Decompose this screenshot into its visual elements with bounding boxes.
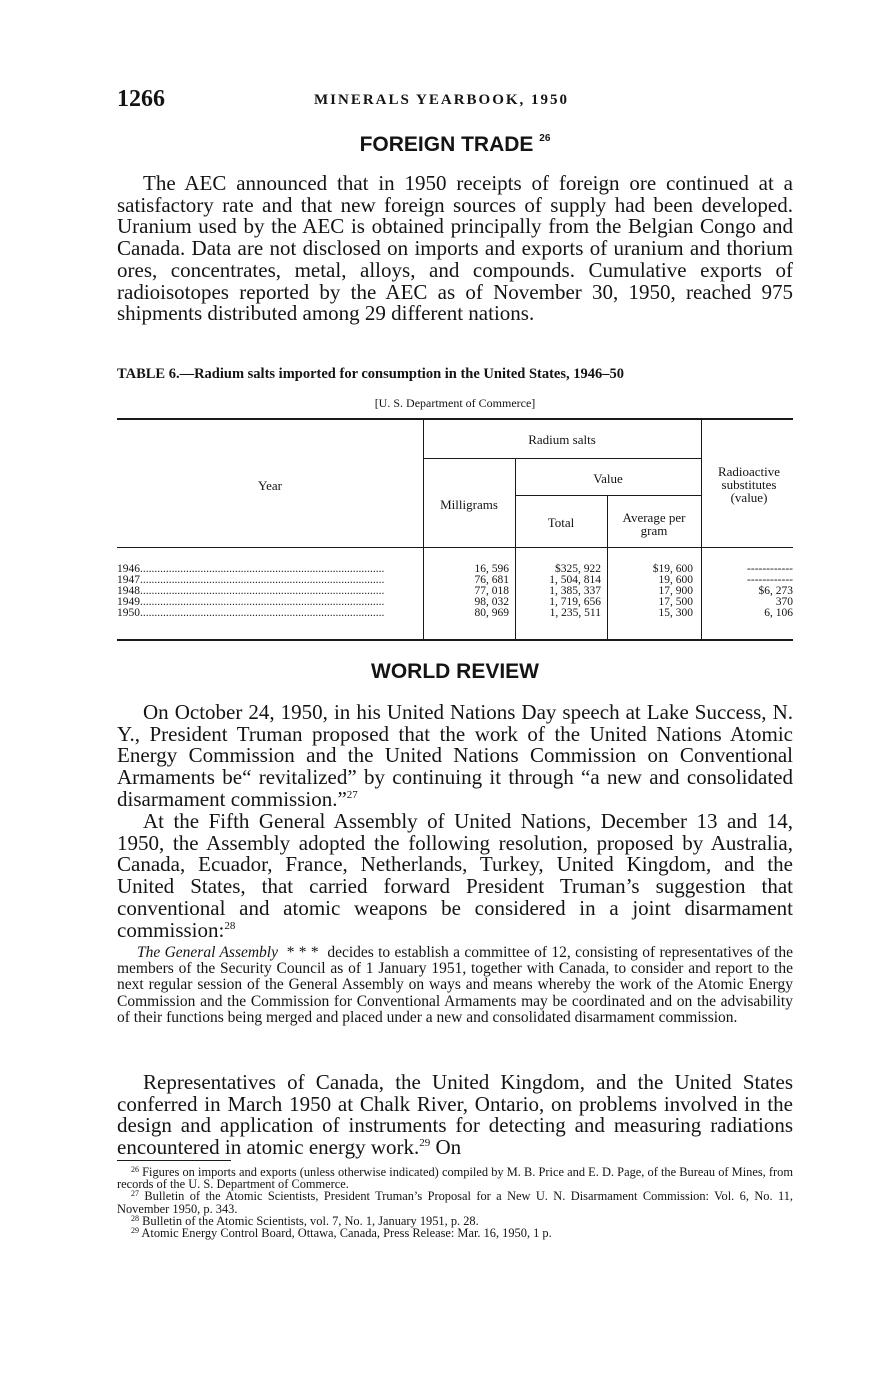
- quote-lead: The General Assembly: [137, 944, 278, 961]
- year-cell: 1949: [117, 597, 140, 608]
- radium-table: [117, 418, 793, 644]
- average-value-cell: 19, 600: [658, 574, 693, 586]
- footnote-number: 28: [131, 1213, 139, 1223]
- footnote-number: 26: [131, 1165, 139, 1174]
- table-row: 1948.....................................................................................: [117, 586, 385, 597]
- footnote-29: [117, 1227, 793, 1239]
- footnote-text: Bulletin of the Atomic Scientists, President Truman’s Proposal for a New U. N. Disarmament Commission: Vol. 6, No. 11, November 1950, p. 343.: [117, 1189, 793, 1216]
- ellipsis-stars: * * *: [286, 944, 319, 961]
- table-bottom-rule: [117, 639, 793, 641]
- total-value-cell: 1, 385, 337: [549, 585, 601, 597]
- milligrams-cell: 80, 969: [474, 607, 509, 619]
- page-header: [117, 86, 793, 116]
- paragraph-text: At the Fifth General Assembly of United Nations, December 13 and 14, 1950, the Assembly adopted the following resolution, proposed by Australia, Canada, Ecuador, France, Netherlands, Turkey, United Kingdom, and the United States, that carried forward President Truman’s suggestion that conventional and atomic weapons be considered in a joint disarmament commission:: [117, 809, 793, 942]
- resolution-quote: [117, 945, 793, 1026]
- table-row: 1947.....................................................................................: [117, 575, 385, 586]
- milligrams-cell: 77, 018: [474, 585, 509, 597]
- header-milligrams: Milligrams: [440, 497, 498, 512]
- world-review-heading-text: WORLD REVIEW: [371, 660, 539, 683]
- radioactive-value-cell: ------------: [747, 563, 793, 575]
- world-review-paragraph-3: [117, 1072, 793, 1159]
- world-review-paragraph-2: [117, 811, 793, 941]
- year-cell: 1948: [117, 586, 140, 597]
- table-title: TABLE 6.—Radium salts imported for consumption in the United States, 1946–50: [117, 366, 625, 382]
- milligrams-cell: 76, 681: [474, 574, 509, 586]
- foreign-trade-heading: [117, 133, 793, 157]
- average-value-cell: 15, 300: [658, 607, 693, 619]
- footnote-text: Atomic Energy Control Board, Ottawa, Canada, Press Release: Mar. 16, 1950, 1 p.: [141, 1226, 552, 1241]
- paragraph-text: Representatives of Canada, the United Kingdom, and the United States conferred in March 1950 at Chalk River, Ontario, on problems involved in the design and application of instruments for detecting and measuring radiations encountered in atomic energy work.: [117, 1070, 793, 1160]
- total-value-cell: 1, 719, 656: [549, 596, 601, 608]
- continuation-word: On: [435, 1135, 462, 1160]
- footnotes: [117, 1166, 793, 1239]
- table-source: [U. S. Department of Commerce]: [374, 396, 536, 410]
- table-row: 1946.....................................................................................: [117, 564, 385, 575]
- average-value-cell: 17, 500: [658, 596, 693, 608]
- header-total: Total: [547, 515, 575, 530]
- header-divider: [423, 458, 701, 459]
- footnote-ref-27: 27: [346, 788, 358, 801]
- radioactive-value-cell: ------------: [747, 574, 793, 586]
- foreign-trade-paragraph: The AEC announced that in 1950 receipts of foreign ore continued at a satisfactory rate and that new foreign sources of supply had been developed. Uranium used by the AEC is obtained principally from the Belgian Congo and Canada. Data are not disclosed on imports and exports of uranium and thorium ores, concentrates, metal, alloys, and compounds. Cumulative exports of radioisotopes reported by the AEC as of November 30, 1950, reached 975 shipments distributed among 29 different nations.: [117, 171, 793, 326]
- footnote-number: 29: [131, 1226, 139, 1236]
- header-year: Year: [258, 478, 282, 493]
- footnote-ref-28: 28: [224, 919, 236, 932]
- header-radioactive-substitutes: Radioactive substitutes (value): [717, 464, 781, 505]
- world-review-paragraph-1: [117, 702, 793, 811]
- radioactive-value-cell: 6, 106: [764, 607, 793, 619]
- total-value-cell: 1, 504, 814: [549, 574, 601, 586]
- header-bottom-rule: [117, 547, 793, 548]
- total-value-cell: 1, 235, 511: [549, 607, 601, 619]
- footnote-text: Bulletin of the Atomic Scientists, vol. 7, No. 1, January 1951, p. 28.: [142, 1213, 479, 1228]
- footnote-number: 27: [131, 1189, 139, 1199]
- table-row: 1949.....................................................................................: [117, 597, 385, 608]
- foreign-trade-heading-text: FOREIGN TRADE: [359, 133, 534, 156]
- year-cell: 1947: [117, 575, 140, 586]
- quote-text: decides to establish a committee of 12, consisting of representatives of the members of the Security Council as of 1 January 1951, together with Canada, to consider and report to the next regular session of the General Assembly on ways and means whereby the work of the Atomic Energy Commission and the Commission for Conventional Armaments may be coordinated and on the advisability of their functions being merged and placed under a new and consolidated disarmament commission.: [117, 944, 794, 1026]
- year-cell: 1946: [117, 564, 140, 575]
- paragraph-text: On October 24, 1950, in his United Nations Day speech at Lake Success, N. Y., President Truman proposed that the work of the United Nations Atomic Energy Commission and the United Nations Commission on Conventional Armaments be“ revitalized” by continuing it through “a new and consolidated disarmament commission.”: [117, 700, 793, 811]
- milligrams-cell: 16, 596: [474, 563, 509, 575]
- year-cell: 1950: [117, 608, 140, 619]
- footnote-text: Figures on imports and exports (unless otherwise indicated) compiled by M. B. Price and E. D. Page, of the Bureau of Mines, from records of the U. S. Department of Commerce.: [117, 1165, 793, 1192]
- average-value-cell: $19, 600: [652, 563, 693, 575]
- header-radium-salts: Radium salts: [528, 432, 596, 447]
- header-average-per-gram: Average per gram: [622, 510, 686, 538]
- page-number: 1266: [117, 86, 165, 112]
- footnote-rule: [117, 1160, 231, 1161]
- average-value-cell: 17, 900: [658, 585, 693, 597]
- footnote-ref-29: 29: [419, 1137, 431, 1150]
- milligrams-cell: 98, 032: [474, 596, 509, 608]
- running-title: MINERALS YEARBOOK, 1950: [314, 92, 570, 108]
- total-value-cell: $325, 922: [555, 563, 601, 575]
- table-row: 1950.....................................................................................: [117, 608, 385, 619]
- footnote-26: [117, 1166, 793, 1190]
- header-divider: [515, 495, 701, 496]
- radioactive-value-cell: $6, 273: [758, 585, 793, 597]
- world-review-heading: [117, 660, 793, 684]
- footnote-27: [117, 1190, 793, 1214]
- header-value: Value: [593, 471, 623, 486]
- table-top-rule: [117, 418, 793, 420]
- radioactive-value-cell: 370: [775, 596, 793, 608]
- footnote-ref-26: 26: [539, 133, 551, 144]
